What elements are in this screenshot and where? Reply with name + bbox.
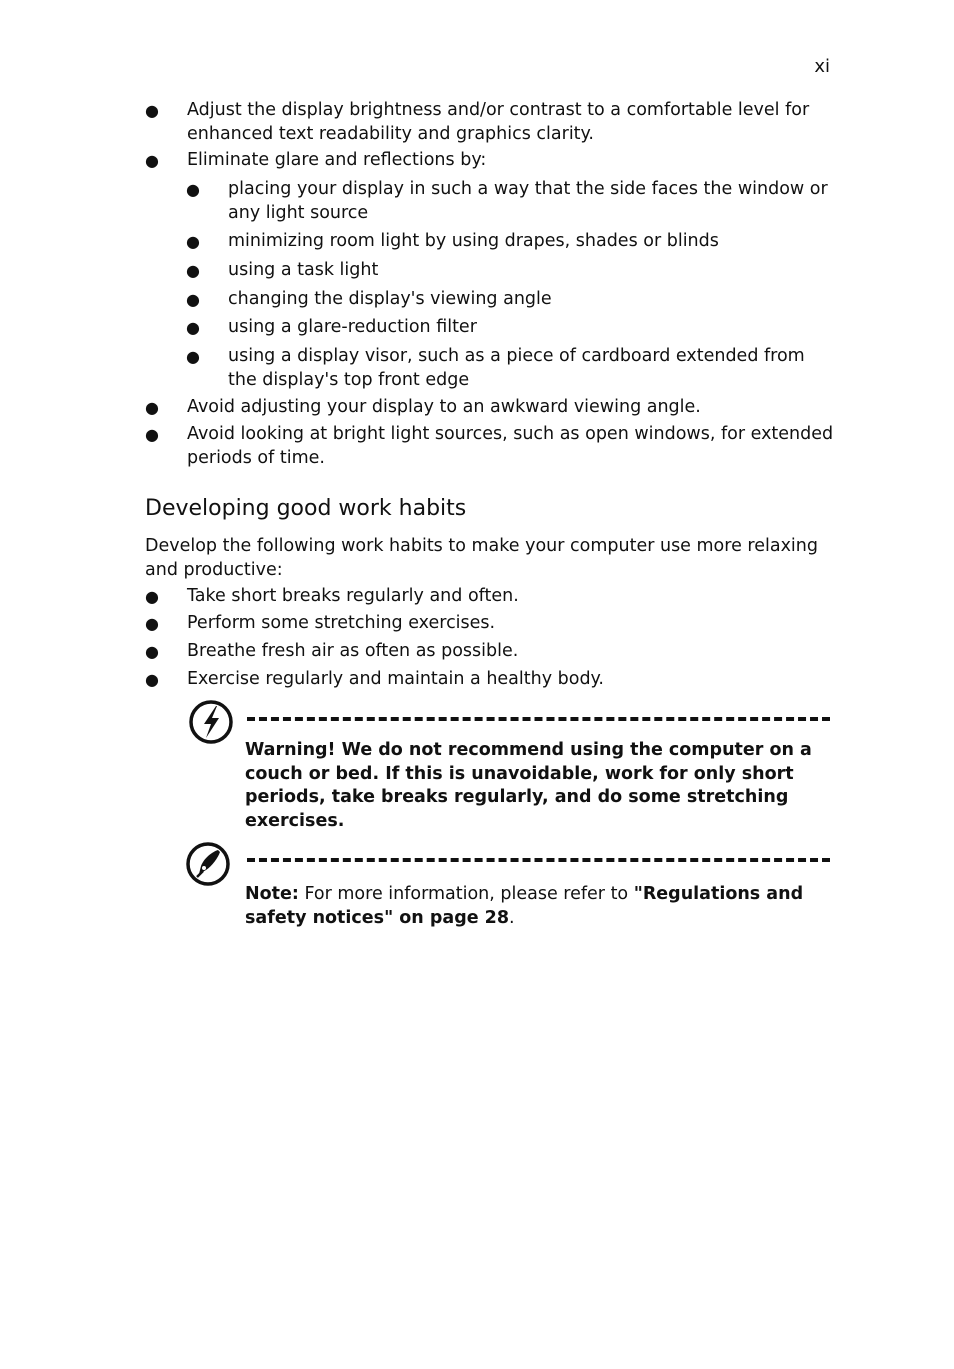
sub-list-item [186, 259, 835, 283]
list-item [145, 99, 835, 146]
bullet-icon: ● [145, 425, 159, 444]
note-pen-icon [184, 840, 232, 888]
bullet-icon: ● [145, 587, 159, 606]
bullet-icon: ● [186, 290, 200, 309]
sub-list-item [186, 316, 835, 340]
note-text [245, 883, 825, 930]
bullet-icon: ● [145, 151, 159, 170]
list-item-text: Adjust the display brightness and/or contrast to a comfortable level for enhanced text readability and graphics clarity. [187, 100, 810, 144]
sub-list-item [186, 288, 835, 312]
bullet-icon: ● [186, 347, 200, 366]
bullet-icon: ● [186, 261, 200, 280]
list-item [145, 640, 835, 664]
note-body: For more information, please refer to [298, 884, 634, 904]
list-item-text: Eliminate glare and reflections by: [187, 150, 487, 170]
callout-divider [247, 858, 830, 862]
list-item-text: using a glare-reduction filter [228, 317, 477, 337]
bullet-icon: ● [145, 614, 159, 633]
warning-lightning-icon [187, 698, 235, 746]
sub-list-item [186, 230, 835, 254]
list-item-text: Take short breaks regularly and often. [187, 586, 519, 606]
list-item-text: using a task light [228, 260, 379, 280]
section-heading: Developing good work habits [145, 496, 467, 521]
list-item-text: changing the display's viewing angle [228, 289, 552, 309]
bullet-icon: ● [186, 232, 200, 251]
callout-divider [247, 717, 830, 721]
list-item-text: minimizing room light by using drapes, shades or blinds [228, 231, 719, 251]
list-item [145, 149, 835, 173]
list-item-text: Perform some stretching exercises. [187, 613, 496, 633]
note-link[interactable]: "Regulations and safety notices" on page 28 [245, 884, 804, 928]
bullet-icon: ● [145, 670, 159, 689]
list-item [145, 612, 835, 636]
list-item-text: Exercise regularly and maintain a healthy body. [187, 669, 604, 689]
list-item-text: placing your display in such a way that the side faces the window or any light source [228, 179, 828, 223]
note-label: Note: [245, 884, 299, 904]
list-item-text: Avoid adjusting your display to an awkward viewing angle. [187, 397, 701, 417]
sub-list-item [186, 178, 835, 225]
bullet-icon: ● [145, 398, 159, 417]
bullet-icon: ● [186, 180, 200, 199]
list-item [145, 423, 835, 470]
sub-list-item [186, 345, 835, 392]
section-intro: Develop the following work habits to make your computer use more relaxing and productive: [145, 536, 818, 580]
list-item-text: using a display visor, such as a piece of cardboard extended from the display's top front edge [228, 346, 805, 390]
note-end: . [509, 907, 515, 928]
list-item [145, 396, 835, 420]
bullet-icon: ● [145, 642, 159, 661]
warning-text: Warning! We do not recommend using the computer on a couch or bed. If this is unavoidable, work for only short periods, take breaks regularly, and do some stretching exercises. [245, 740, 812, 831]
bullet-icon: ● [145, 101, 159, 120]
list-item [145, 585, 835, 609]
list-item [145, 668, 835, 692]
page-number: xi [814, 56, 830, 77]
list-item-text: Avoid looking at bright light sources, such as open windows, for extended periods of time. [187, 424, 834, 468]
bullet-icon: ● [186, 318, 200, 337]
list-item-text: Breathe fresh air as often as possible. [187, 641, 519, 661]
